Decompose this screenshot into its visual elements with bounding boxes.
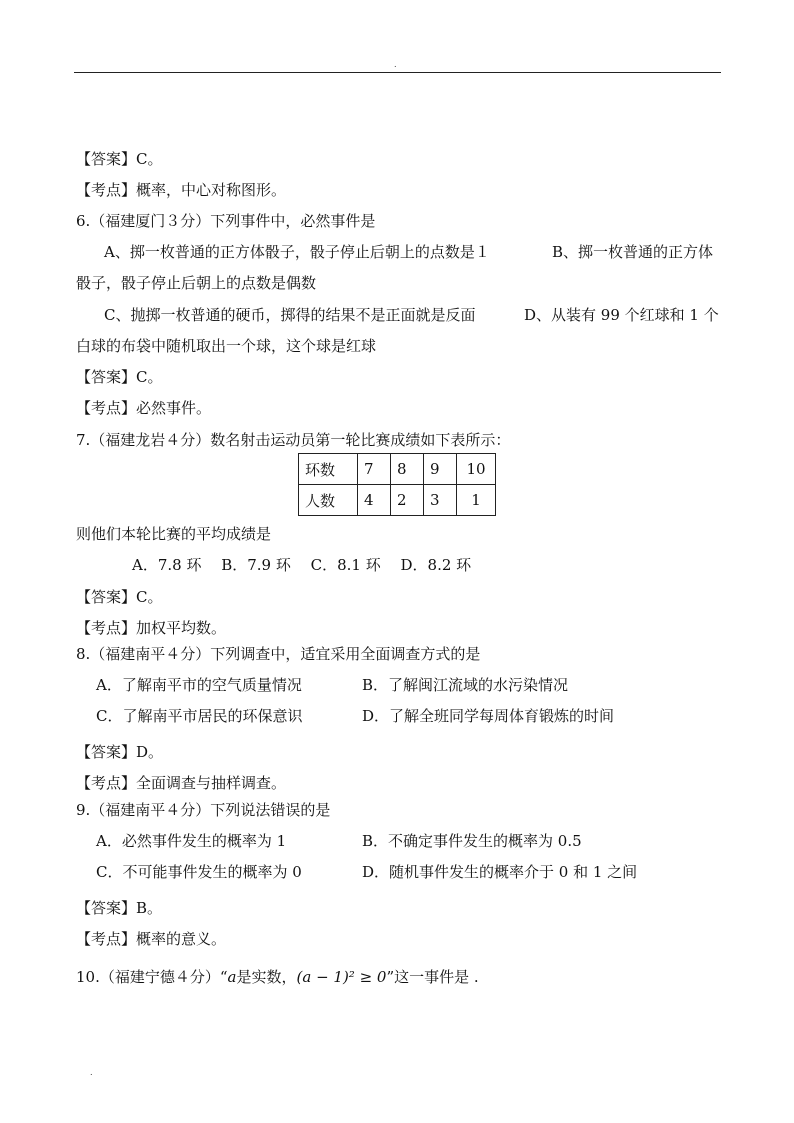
footer-mark: . <box>90 1068 93 1077</box>
answer-7: 【答案】C。 <box>76 588 163 606</box>
question-9-option-d: D．随机事件发生的概率介于 0 和 1 之间 <box>362 863 638 881</box>
question-6-option-b-cont: 骰子，骰子停止后朝上的点数是偶数 <box>76 274 317 292</box>
topic-5: 【考点】概率，中心对称图形。 <box>76 181 287 199</box>
question-8-stem: 8.（福建南平４分）下列调查中，适宜采用全面调查方式的是 <box>76 645 481 663</box>
table-row <box>299 485 496 516</box>
question-8-option-b: B．了解闽江流域的水污染情况 <box>362 676 569 694</box>
header-rule <box>74 72 721 73</box>
question-9-option-c: C．不可能事件发生的概率为 0 <box>96 863 302 881</box>
table-row <box>299 454 496 485</box>
answer-5: 【答案】C。 <box>76 150 163 168</box>
math-inequality: (a − 1)² ≥ 0 <box>296 968 387 986</box>
question-6-option-d-cont: 白球的布袋中随机取出一个球，这个球是红球 <box>76 337 377 355</box>
topic-6: 【考点】必然事件。 <box>76 399 212 417</box>
table-cell: 环数 <box>299 454 358 485</box>
question-10-stem <box>76 966 479 988</box>
math-variable-a: a <box>227 968 237 986</box>
question-8-option-c: C．了解南平市居民的环保意识 <box>96 707 303 725</box>
question-10-prefix: 10.（福建宁德４分）“ <box>76 968 228 986</box>
topic-7: 【考点】加权平均数。 <box>76 619 227 637</box>
table-cell: 10 <box>457 454 496 485</box>
question-8-option-a: A．了解南平市的空气质量情况 <box>96 676 302 694</box>
question-7-options: A．7.8 环 B．7.9 环 C．8.1 环 D．8.2 环 <box>132 556 472 574</box>
score-table <box>298 453 496 516</box>
question-7-prompt: 则他们本轮比赛的平均成绩是 <box>76 525 272 543</box>
question-6-option-c: C、抛掷一枚普通的硬币，掷得的结果不是正面就是反面 <box>104 306 476 324</box>
question-7-stem: 7.（福建龙岩４分）数名射击运动员第一轮比赛成绩如下表所示： <box>76 431 511 449</box>
question-10-mid: 是实数， <box>236 968 297 986</box>
topic-8: 【考点】全面调查与抽样调查。 <box>76 774 287 792</box>
table-cell: 人数 <box>299 485 358 516</box>
answer-8: 【答案】D。 <box>76 743 164 761</box>
question-6-option-b: B、掷一枚普通的正方体 <box>552 243 714 261</box>
question-6-stem: 6.（福建厦门３分）下列事件中，必然事件是 <box>76 212 376 230</box>
table-cell: 1 <box>457 485 496 516</box>
topic-9: 【考点】概率的意义。 <box>76 930 227 948</box>
question-6-option-d: D、从装有 99 个红球和 1 个 <box>524 306 719 324</box>
question-9-option-a: A．必然事件发生的概率为 1 <box>96 832 287 850</box>
table-cell: 9 <box>424 454 457 485</box>
question-10-suffix: ”这一事件是 . <box>386 968 479 986</box>
question-9-option-b: B．不确定事件发生的概率为 0.5 <box>362 832 582 850</box>
question-8-option-d: D．了解全班同学每周体育锻炼的时间 <box>362 707 615 725</box>
answer-9: 【答案】B。 <box>76 899 163 917</box>
table-cell: 8 <box>391 454 424 485</box>
header-mark: . <box>394 60 397 69</box>
table-cell: 3 <box>424 485 457 516</box>
table-cell: 4 <box>358 485 391 516</box>
table-cell: 7 <box>358 454 391 485</box>
table-cell: 2 <box>391 485 424 516</box>
answer-6: 【答案】C。 <box>76 368 163 386</box>
question-6-option-a: A、掷一枚普通的正方体骰子，骰子停止后朝上的点数是１ <box>104 243 490 261</box>
question-9-stem: 9.（福建南平４分）下列说法错误的是 <box>76 801 331 819</box>
